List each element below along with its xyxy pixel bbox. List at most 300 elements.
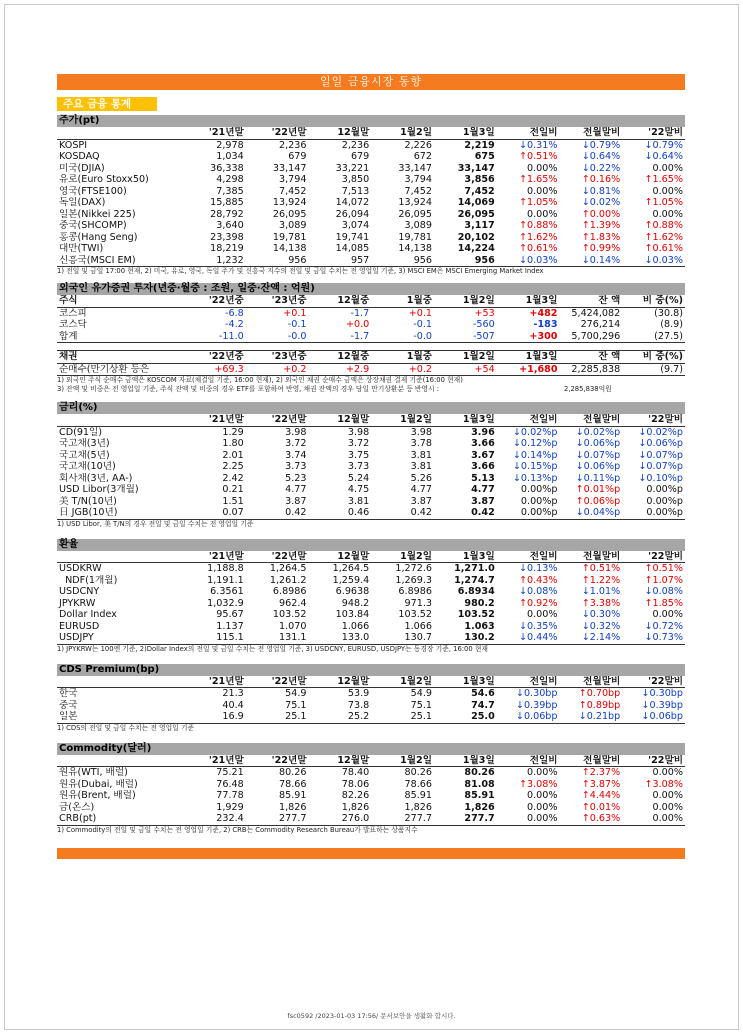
cell-value: 3.73 <box>347 461 370 472</box>
cell-value: 2.25 <box>222 461 244 472</box>
cell-value: 1,034 <box>216 151 244 162</box>
cell-change: ↑3.08% <box>518 778 558 790</box>
cell-change: ↓0.04%p <box>575 507 621 518</box>
column-header <box>57 414 183 426</box>
column-header: 1월중 <box>406 295 432 306</box>
cell-value: -0.0 <box>413 330 432 342</box>
cell-change: ↓0.73% <box>644 632 683 643</box>
cell-value: 1,032.9 <box>207 597 244 609</box>
cell-value: 4.77 <box>410 484 432 495</box>
cell-change: 0.00% <box>527 767 558 778</box>
table-row <box>57 174 685 186</box>
cell-value: 25.2 <box>347 711 370 722</box>
column-header: 12월말 <box>337 127 370 138</box>
cell-value: 115.1 <box>216 632 244 643</box>
cell-change: ↑0.01% <box>581 801 621 813</box>
column-header: '21년말 <box>208 550 244 562</box>
column-header: '22말비 <box>648 675 683 687</box>
cell-value: 80.26 <box>279 767 307 778</box>
cell-change: ↓0.22% <box>581 162 621 174</box>
cell-value: 3.66 <box>471 461 495 472</box>
cell-value: 77.78 <box>216 790 244 801</box>
cell-change: ↑0.43% <box>518 574 558 586</box>
cell-value: 0.42 <box>285 507 307 518</box>
cell-value: 1,264.5 <box>269 563 307 574</box>
foreign-section <box>57 283 685 394</box>
table-row <box>57 426 685 438</box>
cell-value: 3.72 <box>347 438 370 449</box>
cds-table <box>57 676 685 724</box>
cell-value: 672 <box>413 151 432 162</box>
cell-value: 0.42 <box>410 507 432 518</box>
cell-value: 948.2 <box>341 597 370 609</box>
cell-change: 0.00%p <box>646 507 683 518</box>
cell-change: ↑3.08% <box>644 778 683 790</box>
column-header: 1월2일 <box>400 550 432 562</box>
table-row <box>57 575 685 587</box>
cell-value: 1,826 <box>464 801 495 813</box>
row-label: 코스피 <box>59 307 87 319</box>
cell-change: ↑0.61% <box>644 243 683 254</box>
cell-change: ↓0.32% <box>581 620 621 632</box>
cell-value: +69.3 <box>214 363 244 375</box>
cell-value: (9.7) <box>660 363 683 375</box>
column-header: 1월중 <box>406 351 432 362</box>
cell-value: 14,138 <box>272 243 307 254</box>
cell-value: 1,271.0 <box>454 563 495 574</box>
cell-change: 0.00% <box>527 609 558 620</box>
cell-change: ↑1.05% <box>518 197 558 208</box>
row-label: 대만(TWI) <box>59 243 104 254</box>
cell-value: (8.9) <box>660 319 683 330</box>
cell-value: 956 <box>288 254 307 266</box>
cell-value: +0.0 <box>345 319 370 330</box>
commodity-note: 1) Commodity의 전일 및 금일 수치는 전 영업일 기준, 2) CRB는 Commodity Research Bureau가 발표하는 상품지수 <box>57 825 418 834</box>
column-header: '22년말 <box>271 127 307 138</box>
table-row <box>57 586 685 598</box>
column-header: 전월말비 <box>583 127 621 138</box>
column-header <box>57 127 183 139</box>
column-header: 12월말 <box>337 675 370 687</box>
cell-value: 33,147 <box>398 162 432 174</box>
cell-value: 3.98 <box>347 426 370 438</box>
column-header: 12월말 <box>337 550 370 562</box>
cell-value: 3.66 <box>471 438 495 449</box>
cell-value: 5,424,082 <box>571 307 621 319</box>
cell-value: 1,826 <box>404 801 432 813</box>
cell-value: 1,929 <box>216 801 244 813</box>
cell-change: ↓0.39bp <box>641 699 683 711</box>
column-header: 채권 <box>59 351 78 362</box>
cell-change: ↓0.13%p <box>512 472 558 484</box>
cell-value: 4.75 <box>347 484 370 495</box>
row-label: KOSDAQ <box>59 151 100 162</box>
cell-change: ↓0.79% <box>644 139 683 151</box>
column-header: 비 중(%) <box>642 351 683 362</box>
cell-value: 21.3 <box>222 688 244 699</box>
table-row <box>57 139 685 151</box>
row-label: 유로(Euro Stoxx50) <box>59 174 149 185</box>
header-row <box>57 127 685 139</box>
cell-change: 0.00% <box>527 790 558 801</box>
header-row <box>57 676 685 688</box>
table-row <box>57 163 685 175</box>
header-row <box>57 351 685 364</box>
cell-value: 675 <box>474 151 495 162</box>
cell-value: -0.1 <box>413 319 432 330</box>
fx-heading: 환율 <box>57 539 685 551</box>
cell-value: 4,298 <box>216 174 244 185</box>
cell-change: ↑0.16% <box>581 174 621 185</box>
cell-value: 36,338 <box>210 162 244 174</box>
cell-value: 73.8 <box>347 699 370 711</box>
column-header: 1월3일 <box>525 351 558 362</box>
row-label: USD Libor(3개월) <box>59 484 139 495</box>
rates-heading: 금리(%) <box>57 402 685 414</box>
cell-value: +482 <box>529 307 558 319</box>
table-row <box>57 688 685 700</box>
cell-value: -0.0 <box>287 330 307 342</box>
column-header: '21년말 <box>208 127 244 138</box>
cell-change: ↓0.21bp <box>578 711 621 722</box>
cell-value: 1,274.7 <box>454 574 495 586</box>
cell-change: ↓0.14%p <box>512 449 558 461</box>
cell-value: -183 <box>533 319 558 330</box>
row-label: 중국 <box>59 699 78 711</box>
column-header: '21년말 <box>208 675 244 687</box>
table-row <box>57 507 685 519</box>
cell-value: 6.8934 <box>457 586 495 597</box>
cell-value: 131.1 <box>279 632 307 643</box>
cell-value: -6.8 <box>225 307 244 319</box>
cell-value: 78.66 <box>279 778 307 790</box>
header-row <box>57 755 685 767</box>
cell-value: (27.5) <box>654 330 683 342</box>
column-header: '22말비 <box>648 754 683 766</box>
cell-change: 0.00%p <box>646 484 683 495</box>
cell-value: (30.8) <box>654 307 683 319</box>
cell-value: 33,221 <box>335 162 370 174</box>
cell-change: 0.00% <box>652 208 683 220</box>
cell-change: ↓0.06bp <box>515 711 558 722</box>
cell-value: -11.0 <box>218 330 244 342</box>
table-row <box>57 767 685 779</box>
table-row <box>57 307 685 319</box>
cell-value: 78.66 <box>404 778 432 790</box>
cell-change: ↑3.87% <box>581 778 621 790</box>
cell-change: ↓0.81% <box>581 185 621 197</box>
cell-change: ↓0.06%p <box>575 438 621 449</box>
cell-change: ↑1.62% <box>644 231 683 243</box>
table-row <box>57 243 685 255</box>
section-label: 주요 금융 통계 <box>57 97 157 111</box>
cell-value: 103.52 <box>457 609 495 620</box>
cell-value: 54.6 <box>471 688 495 699</box>
table-row <box>57 621 685 633</box>
cell-value: 25.1 <box>285 711 307 722</box>
cell-value: 95.67 <box>216 609 244 620</box>
cell-value: 103.84 <box>335 609 370 620</box>
cell-change: ↑0.89bp <box>578 699 621 711</box>
cell-value: 0.42 <box>471 507 495 518</box>
cell-change: ↑0.51% <box>518 151 558 162</box>
cell-value: 1.29 <box>222 426 244 438</box>
cell-change: ↓0.15%p <box>512 461 558 472</box>
table-row <box>57 632 685 644</box>
cell-change: ↓0.06bp <box>641 711 683 722</box>
cell-value: 54.9 <box>410 688 432 699</box>
row-label: 합계 <box>59 330 78 342</box>
cell-change: ↓0.08% <box>518 586 558 597</box>
cell-value: 1,826 <box>341 801 370 813</box>
foreign-note-2-amount: 2,285,838억원 <box>564 385 612 393</box>
table-row <box>57 450 685 462</box>
column-header: 비 중(%) <box>642 295 683 306</box>
cell-change: ↓0.35% <box>518 620 558 632</box>
column-header <box>57 755 183 767</box>
cell-value: 6.3561 <box>210 586 244 597</box>
cell-value: 23,398 <box>210 231 244 243</box>
table-row <box>57 700 685 712</box>
column-header: 전월말비 <box>583 675 621 687</box>
row-label: KOSPI <box>59 139 88 151</box>
cell-value: 957 <box>350 254 370 266</box>
table-row <box>57 319 685 331</box>
cell-value: 3.96 <box>471 426 495 438</box>
stocks-section <box>57 115 685 276</box>
row-label: CD(91일) <box>59 426 103 438</box>
cell-change: ↑1.83% <box>581 231 621 243</box>
cell-change: ↓0.12%p <box>512 438 558 449</box>
cell-change: ↓0.44% <box>518 632 558 643</box>
cell-value: 3,856 <box>464 174 495 185</box>
cell-value: -0.1 <box>287 319 307 330</box>
row-label: JPYKRW <box>59 597 96 609</box>
cell-change: 0.00% <box>527 813 558 824</box>
column-header: 12월말 <box>337 414 370 425</box>
cell-change: 0.00% <box>527 162 558 174</box>
cell-change: 0.00% <box>527 801 558 813</box>
cell-change: ↓0.79% <box>581 139 621 151</box>
row-label: 원유(WTI, 배럴) <box>59 767 128 778</box>
table-row <box>57 779 685 791</box>
cell-change: ↑0.99% <box>581 243 621 254</box>
column-header: '23년중 <box>271 295 307 306</box>
column-header: '22년말 <box>271 754 307 766</box>
table-row <box>57 438 685 450</box>
cell-value: 956 <box>413 254 432 266</box>
cell-value: 26,095 <box>398 208 432 220</box>
cell-value: 14,138 <box>398 243 432 254</box>
cell-value: 18,219 <box>210 243 244 254</box>
column-header: 1월2일 <box>400 754 432 766</box>
table-row <box>57 220 685 232</box>
cell-change: ↓0.02%p <box>512 426 558 438</box>
column-header <box>57 676 183 688</box>
cell-value: 232.4 <box>216 813 244 824</box>
cell-value: 3.72 <box>285 438 307 449</box>
cell-value: 13,924 <box>398 197 432 208</box>
cell-value: +0.2 <box>408 363 432 375</box>
foreign-stock-table <box>57 295 685 343</box>
cell-change: ↓0.03% <box>644 254 683 266</box>
column-header: 1월2일 <box>462 295 495 306</box>
cell-value: 15,885 <box>210 197 244 208</box>
table-row <box>57 563 685 575</box>
cell-change: ↓0.07%p <box>638 461 683 472</box>
table-row <box>57 802 685 814</box>
cell-value: 956 <box>474 254 495 266</box>
cell-change: 0.00% <box>652 790 683 801</box>
row-label: CRB(pt) <box>59 813 97 824</box>
cell-value: 14,069 <box>457 197 495 208</box>
fx-table <box>57 551 685 645</box>
cell-value: 75.1 <box>410 699 432 711</box>
table-row <box>57 484 685 496</box>
cell-value: 1.137 <box>216 620 244 632</box>
cell-value: 26,095 <box>457 208 495 220</box>
cell-change: ↓0.64% <box>644 151 683 162</box>
cell-change: 0.00% <box>652 185 683 197</box>
cell-value: 1,826 <box>279 801 307 813</box>
foreign-heading: 외국인 유가증권 투자(년중·월중 : 조원, 일중·잔액 : 억원) <box>57 283 685 295</box>
cell-value: +0.1 <box>408 307 432 319</box>
cell-change: 0.00%p <box>646 495 683 507</box>
cell-value: 0.21 <box>222 484 244 495</box>
column-header: '23년중 <box>271 351 307 362</box>
row-label: 美 T/N(10년) <box>59 495 117 507</box>
table-row <box>57 209 685 221</box>
cell-change: ↑1.39% <box>581 220 621 231</box>
cell-value: 28,792 <box>210 208 244 220</box>
cell-value: 2,236 <box>279 139 307 151</box>
cell-value: 6.8986 <box>272 586 307 597</box>
cell-value: 75.21 <box>216 767 244 778</box>
cell-value: -1.7 <box>350 330 370 342</box>
column-header: 전일비 <box>529 550 558 562</box>
cell-change: ↓0.11%p <box>575 472 621 484</box>
foreign-bond-table <box>57 350 685 376</box>
cell-change: ↓0.06%p <box>638 438 683 449</box>
cell-value: 0.46 <box>347 507 370 518</box>
column-header: 1월3일 <box>462 675 495 687</box>
cell-value: +54 <box>474 363 495 375</box>
cell-change: ↓0.64% <box>581 151 621 162</box>
row-label: 국고채(3년) <box>59 438 110 449</box>
cell-value: 53.9 <box>347 688 370 699</box>
cell-change: ↑1.62% <box>518 231 558 243</box>
cell-value: -560 <box>472 319 495 330</box>
cell-value: +0.2 <box>283 363 307 375</box>
cell-value: 3,089 <box>404 220 432 231</box>
cell-value: 82.26 <box>341 790 370 801</box>
cell-value: 7,385 <box>216 185 244 197</box>
cell-value: 2.42 <box>222 472 244 484</box>
column-header: 1월3일 <box>462 754 495 766</box>
cell-value: 1,261.2 <box>269 574 307 586</box>
cell-value: 971.3 <box>404 597 432 609</box>
column-header: 1월2일 <box>400 414 432 425</box>
cell-change: ↑0.00% <box>581 208 621 220</box>
cell-value: 276,214 <box>580 319 621 330</box>
cell-value: 13,924 <box>272 197 307 208</box>
row-label: 신흥국(MSCI EM) <box>59 254 136 266</box>
column-header: '22말비 <box>648 127 683 138</box>
column-header: 12월중 <box>337 295 370 306</box>
cell-change: 0.00% <box>652 813 683 824</box>
column-header: 주식 <box>59 295 78 306</box>
row-label: USDCNY <box>59 586 100 597</box>
column-header: 1월3일 <box>525 295 558 306</box>
column-header: 1월2일 <box>462 351 495 362</box>
column-header: 전일비 <box>529 414 558 425</box>
cell-value: 133.0 <box>341 632 370 643</box>
commodity-table <box>57 755 685 826</box>
column-header: 전일비 <box>529 675 558 687</box>
cell-value: 40.4 <box>222 699 244 711</box>
cell-value: 130.7 <box>404 632 432 643</box>
cell-value: 679 <box>350 151 370 162</box>
cell-value: 5,700,296 <box>571 330 621 342</box>
cell-value: 5.26 <box>410 472 432 484</box>
cell-value: 76.48 <box>216 778 244 790</box>
cell-change: ↑1.65% <box>518 174 558 185</box>
cell-value: 1,264.5 <box>332 563 370 574</box>
cell-value: 276.0 <box>341 813 370 824</box>
column-header: 전일비 <box>529 754 558 766</box>
table-row <box>57 461 685 473</box>
cell-value: 1,269.3 <box>395 574 432 586</box>
cell-value: 3.81 <box>347 495 370 507</box>
row-label: EURUSD <box>59 620 100 632</box>
row-label: 일본(Nikkei 225) <box>59 208 136 220</box>
cell-change: 0.00% <box>652 767 683 778</box>
cell-value: 7,513 <box>341 185 370 197</box>
stocks-heading: 주가(pt) <box>57 115 685 127</box>
cell-value: 130.2 <box>464 632 495 643</box>
row-label: 미국(DJIA) <box>59 162 105 174</box>
column-header: 1월3일 <box>462 127 495 138</box>
cell-value: 26,094 <box>335 208 370 220</box>
column-header: '22말비 <box>648 550 683 562</box>
cell-value: 25.0 <box>471 711 495 722</box>
cell-value: 1,191.1 <box>207 574 244 586</box>
cell-value: 277.7 <box>404 813 432 824</box>
cell-change: ↑0.70bp <box>578 688 621 699</box>
cell-value: 3.75 <box>347 449 370 461</box>
column-header <box>57 551 183 563</box>
row-label: USDKRW <box>59 563 102 574</box>
cell-value: 4.77 <box>285 484 307 495</box>
cell-change: ↓0.39bp <box>515 699 558 711</box>
cell-change: 0.00%p <box>520 484 558 495</box>
row-label: 한국 <box>59 688 78 699</box>
bottom-bar <box>57 848 685 859</box>
table-row <box>57 151 685 163</box>
cell-value: 85.91 <box>279 790 307 801</box>
cell-value: -1.7 <box>350 307 370 319</box>
cell-change: ↑0.06%p <box>575 495 621 507</box>
cell-value: 20,102 <box>457 231 495 243</box>
foreign-note-2 <box>57 385 685 394</box>
row-label: 홍콩(Hang Seng) <box>59 231 138 243</box>
cell-value: 14,224 <box>457 243 495 254</box>
row-label: 日 JGB(10년) <box>59 507 118 518</box>
cell-value: 78.06 <box>341 778 370 790</box>
rates-note: 1) USD Libor, 美 T/N의 경우 전일 및 금일 수치는 전 영업일 기준 <box>57 519 254 528</box>
cell-change: ↑0.88% <box>518 220 558 231</box>
table-row <box>57 331 685 343</box>
